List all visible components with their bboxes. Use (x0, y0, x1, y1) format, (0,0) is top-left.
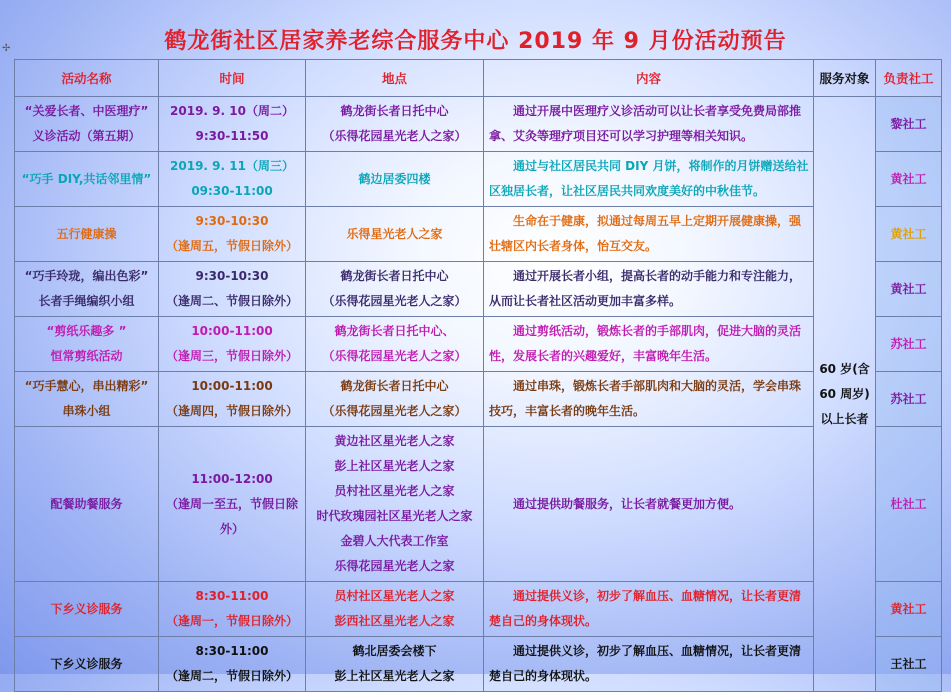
time-cell-line: 10:00-11:00 (191, 379, 273, 393)
time-cell-line: （逢周三，节假日除外） (165, 349, 298, 363)
content-text: 通过提供义诊，初步了解血压、血糖情况，让长者更清楚自己的身体现状。 (489, 644, 802, 683)
time-cell (159, 207, 306, 262)
activity-name-cell-line: 义诊活动（第五期） (32, 129, 141, 143)
place-cell (306, 152, 484, 207)
place-cell-line: （乐得花园星光老人之家） (322, 294, 467, 308)
staff-cell: 黎社工 (876, 97, 942, 152)
target-service-cell: 60 岁(含 60 周岁) 以上长者 (814, 97, 876, 692)
time-cell (159, 582, 306, 637)
content-cell (484, 262, 814, 317)
time-cell-line: 9:30-11:50 (195, 129, 269, 143)
table-row (15, 372, 942, 427)
place-cell-line: 员村社区星光老人之家 (334, 484, 455, 498)
content-cell (484, 317, 814, 372)
table-row (15, 97, 942, 152)
time-cell-line: 2019. 9. 11（周三） (170, 159, 294, 173)
place-cell (306, 207, 484, 262)
staff-cell: 黄社工 (876, 207, 942, 262)
time-cell (159, 152, 306, 207)
activity-name-cell-line: 长者手绳编织小组 (38, 294, 135, 308)
place-cell-line: 金碧人大代表工作室 (340, 534, 449, 548)
place-cell-line: 鹤龙街长者日托中心 (340, 104, 449, 118)
content-text: 通过串珠，锻炼长者手部肌肉和大脑的灵活，学会串珠技巧，丰富长者的晚年生活。 (489, 379, 802, 418)
content-text: 通过开展长者小组，提高长者的动手能力和专注能力，从而让长者社区活动更加丰富多样。 (489, 269, 802, 308)
content-text: 通过剪纸活动，锻炼长者的手部肌肉，促进大脑的灵活性，发展长者的兴趣爱好，丰富晚年生活。 (489, 324, 802, 363)
place-cell-line: 彭西社区星光老人之家 (334, 614, 455, 628)
place-cell-line: 时代玫瑰园社区星光老人之家 (316, 509, 473, 523)
time-cell-line: 2019. 9. 10（周二） (170, 104, 294, 118)
time-cell-line: 09:30-11:00 (191, 184, 273, 198)
staff-cell: 王社工 (876, 637, 942, 692)
staff-cell: 黄社工 (876, 262, 942, 317)
time-cell-line: 10:00-11:00 (191, 324, 273, 338)
time-cell-line: （逢周二，节假日除外） (165, 669, 298, 683)
place-cell (306, 637, 484, 692)
header-target: 服务对象 (814, 60, 876, 97)
content-cell (484, 207, 814, 262)
place-cell-line: （乐得花园星光老人之家） (322, 349, 467, 363)
place-cell-line: 彭上社区星光老人之家 (334, 459, 455, 473)
time-cell (159, 427, 306, 582)
activity-name-cell-line: “巧手慧心，串出精彩” (24, 379, 149, 393)
activity-name-cell-line: “巧手 DIY,共话邻里情” (21, 171, 152, 186)
activity-name-cell (15, 262, 159, 317)
place-cell-line: （乐得花园星光老人之家） (322, 129, 467, 143)
activity-name-cell-line: 串珠小组 (62, 404, 111, 418)
place-cell (306, 427, 484, 582)
activity-name-cell-line: 下乡义诊服务 (50, 601, 123, 616)
content-cell (484, 582, 814, 637)
time-cell-line: 9:30-10:30 (195, 269, 269, 283)
activity-name-cell (15, 427, 159, 582)
activity-name-cell-line: 五行健康操 (56, 226, 117, 241)
time-cell-line: （逢周二、节假日除外） (165, 294, 298, 308)
activity-name-cell-line: “关爱长者、中医理疗” (24, 104, 149, 118)
page-title: 鹤龙街社区居家养老综合服务中心 2019 年 9 月份活动预告 (164, 29, 787, 54)
place-cell-line: 鹤龙街长者日托中心 (340, 379, 449, 393)
time-cell-line: 8:30-11:00 (195, 644, 269, 658)
activity-name-cell (15, 372, 159, 427)
place-cell-line: 鹤龙街长者日托中心、 (334, 324, 455, 338)
table-row (15, 152, 942, 207)
time-cell-line: 11:00-12:00 (191, 471, 273, 486)
activity-name-cell (15, 637, 159, 692)
place-cell-line: 员村社区星光老人之家 (334, 589, 455, 603)
table-row (15, 207, 942, 262)
content-text: 通过开展中医理疗义诊活动可以让长者享受免费局部推拿、艾灸等理疗项目还可以学习护理等相关知识。 (489, 104, 802, 143)
table-row (15, 637, 942, 692)
place-cell-line: 鹤北居委会楼下 (352, 644, 437, 658)
place-cell (306, 582, 484, 637)
activity-name-cell (15, 207, 159, 262)
staff-cell: 黄社工 (876, 582, 942, 637)
activity-name-cell-line: “剪纸乐趣多 ” (46, 324, 127, 338)
time-cell (159, 372, 306, 427)
activity-name-cell-line: 配餐助餐服务 (50, 496, 123, 511)
staff-cell: 黄社工 (876, 152, 942, 207)
header-activity-name: 活动名称 (15, 60, 159, 97)
activity-name-cell-line: 下乡义诊服务 (50, 656, 123, 671)
place-cell (306, 372, 484, 427)
content-cell (484, 372, 814, 427)
content-text: 通过与社区居民共同 DIY 月饼，将制作的月饼赠送给社区独居长者，让社区居民共同欢度美好的中秋佳节。 (489, 159, 809, 198)
staff-cell: 苏社工 (876, 317, 942, 372)
time-cell-line: 外） (219, 521, 244, 536)
header-staff: 负责社工 (876, 60, 942, 97)
activity-name-cell (15, 152, 159, 207)
place-cell-line: 乐得星光老人之家 (346, 226, 443, 241)
content-cell (484, 97, 814, 152)
time-cell (159, 262, 306, 317)
header-place: 地点 (306, 60, 484, 97)
place-cell (306, 262, 484, 317)
staff-cell: 杜社工 (876, 427, 942, 582)
content-text: 通过提供义诊，初步了解血压、血糖情况，让长者更清楚自己的身体现状。 (489, 589, 802, 628)
time-cell-line: （逢周五，节假日除外） (165, 239, 298, 253)
time-cell-line: （逢周四，节假日除外） (165, 404, 298, 418)
staff-cell: 苏社工 (876, 372, 942, 427)
activity-name-cell (15, 582, 159, 637)
place-cell-line: 黄边社区星光老人之家 (334, 434, 455, 448)
content-cell (484, 637, 814, 692)
table-row (15, 317, 942, 372)
activity-table (14, 59, 942, 692)
place-cell-line: 彭上社区星光老人之家 (334, 669, 455, 683)
table-row (15, 262, 942, 317)
table-row (15, 582, 942, 637)
table-row (15, 427, 942, 582)
time-cell (159, 637, 306, 692)
activity-name-cell (15, 97, 159, 152)
place-cell (306, 97, 484, 152)
time-cell (159, 97, 306, 152)
table-move-handle-icon[interactable]: ✢ (2, 43, 11, 54)
place-cell-line: 鹤边居委四楼 (358, 171, 431, 186)
time-cell (159, 317, 306, 372)
time-cell-line: （逢周一，节假日除外） (165, 614, 298, 628)
content-cell (484, 152, 814, 207)
time-cell-line: 9:30-10:30 (195, 214, 269, 228)
content-cell (484, 427, 814, 582)
place-cell-line: 乐得花园星光老人之家 (334, 559, 455, 573)
content-text: 通过提供助餐服务，让长者就餐更加方便。 (513, 496, 742, 511)
place-cell-line: 鹤龙街长者日托中心 (340, 269, 449, 283)
place-cell-line: （乐得花园星光老人之家） (322, 404, 467, 418)
time-cell-line: （逢周一至五，节假日除 (165, 496, 298, 511)
header-content: 内容 (484, 60, 814, 97)
content-text: 生命在于健康，拟通过每周五早上定期开展健康操，强壮辖区内长者身体，怡互交友。 (489, 214, 802, 253)
activity-name-cell-line: “巧手玲珑，编出色彩” (24, 269, 149, 283)
place-cell (306, 317, 484, 372)
activity-name-cell (15, 317, 159, 372)
activity-name-cell-line: 恒常剪纸活动 (50, 349, 123, 363)
time-cell-line: 8:30-11:00 (195, 589, 269, 603)
header-time: 时间 (159, 60, 306, 97)
